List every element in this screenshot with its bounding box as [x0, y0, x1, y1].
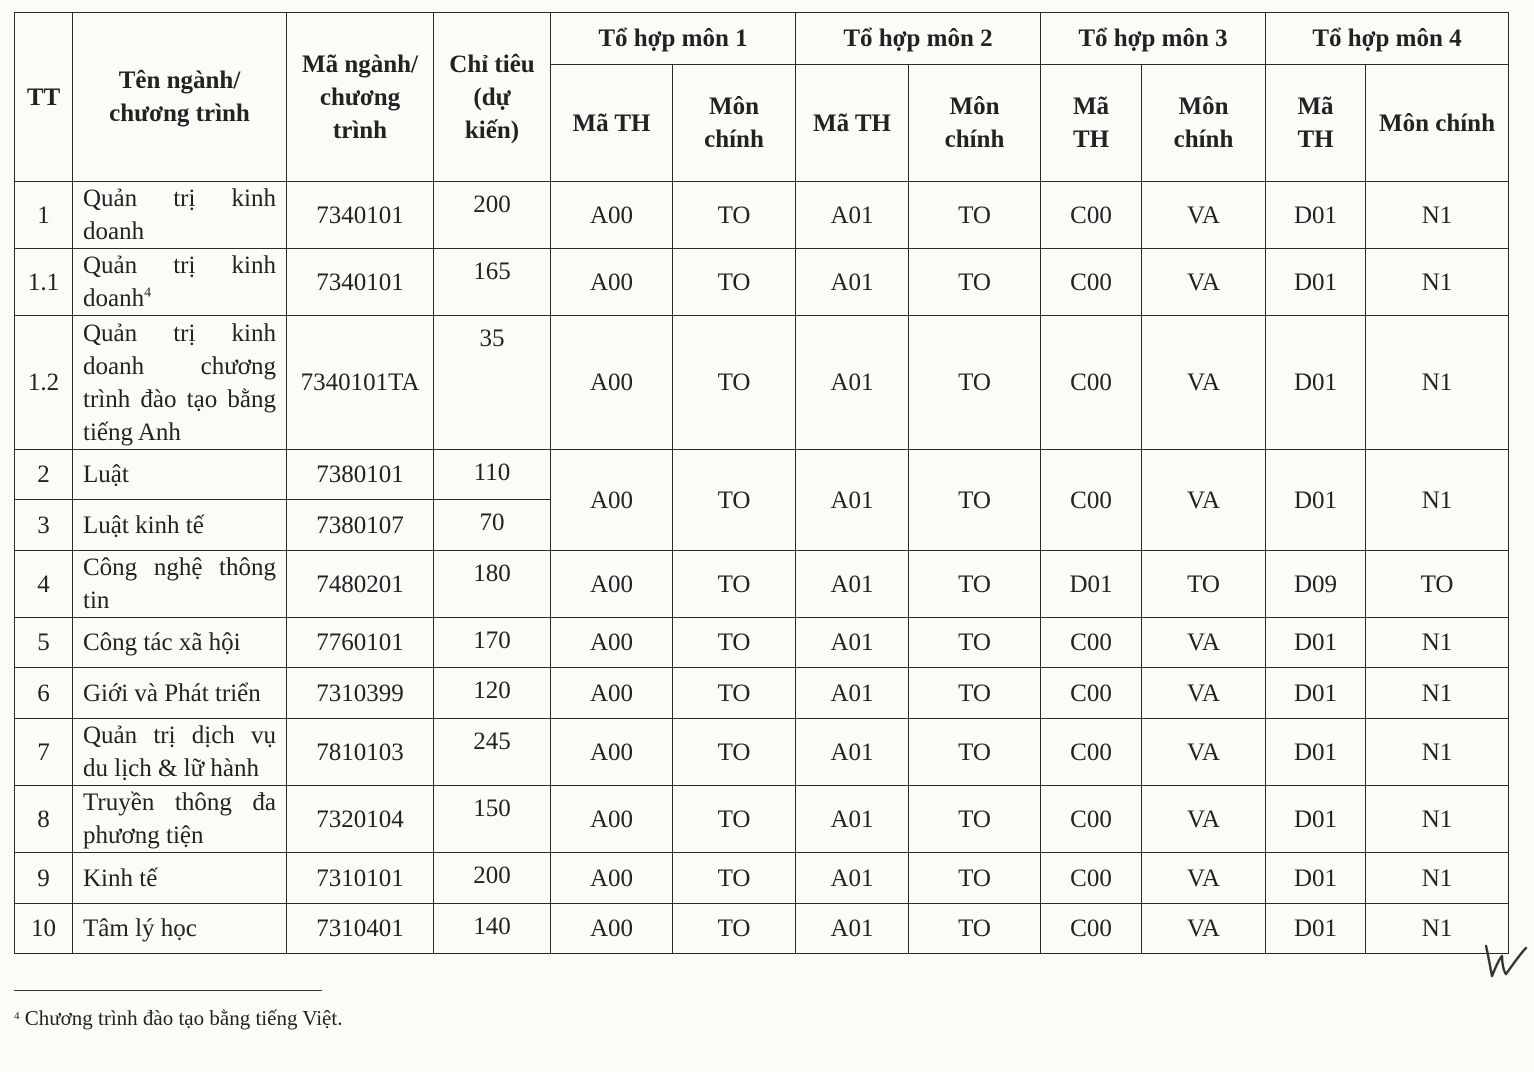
cell-mc4: N1: [1366, 719, 1509, 786]
table-row: [15, 316, 1509, 450]
cell-th1: A00: [551, 182, 673, 249]
cell-mc3: VA: [1142, 719, 1266, 786]
header-chi-tieu: Chỉ tiêu (dự kiến): [434, 13, 551, 182]
header-ma-th-3: Mã TH: [1041, 65, 1142, 182]
cell-mc4: N1: [1366, 316, 1509, 450]
cell-name: Quản trị kinh doanh: [73, 182, 287, 249]
cell-name: Truyền thông đa phương tiện: [73, 786, 287, 853]
cell-name: Công nghệ thông tin: [73, 551, 287, 618]
table-row: [15, 904, 1509, 954]
header-ma-nganh: Mã ngành/ chương trình: [287, 13, 434, 182]
cell-tt: 9: [15, 853, 73, 904]
initial-signature-mark: [1482, 940, 1530, 980]
header-mon-chinh-1: Môn chính: [673, 65, 796, 182]
header-ma-th-4: Mã TH: [1266, 65, 1366, 182]
cell-mc1: TO: [673, 249, 796, 316]
footnote-text: Chương trình đào tạo bằng tiếng Việt.: [24, 1006, 343, 1030]
cell-quota: 35: [434, 316, 551, 450]
cell-th3: C00: [1041, 719, 1142, 786]
cell-th3: C00: [1041, 450, 1142, 551]
cell-th3: C00: [1041, 904, 1142, 954]
cell-quota: 120: [434, 668, 551, 719]
cell-th3: C00: [1041, 249, 1142, 316]
cell-code: 7310399: [287, 668, 434, 719]
cell-mc2: TO: [909, 618, 1041, 668]
cell-th1: A00: [551, 249, 673, 316]
cell-quota: 180: [434, 551, 551, 618]
header-ma-th-1: Mã TH: [551, 65, 673, 182]
cell-name: Kinh tế: [73, 853, 287, 904]
cell-mc4: N1: [1366, 786, 1509, 853]
footnote: [14, 1004, 342, 1032]
table-row: [15, 786, 1509, 853]
cell-tt: 4: [15, 551, 73, 618]
cell-th3: C00: [1041, 853, 1142, 904]
cell-th2: A01: [796, 668, 909, 719]
cell-mc1: TO: [673, 182, 796, 249]
cell-th2: A01: [796, 786, 909, 853]
cell-th3: C00: [1041, 182, 1142, 249]
cell-quota: 165: [434, 249, 551, 316]
cell-quota: 70: [434, 500, 551, 551]
table-row: [15, 450, 1509, 500]
cell-th3: C00: [1041, 668, 1142, 719]
header-to-hop-3: Tổ hợp môn 3: [1041, 13, 1266, 65]
cell-mc2: TO: [909, 316, 1041, 450]
header-to-hop-1: Tổ hợp môn 1: [551, 13, 796, 65]
cell-mc2: TO: [909, 904, 1041, 954]
cell-th4: D01: [1266, 182, 1366, 249]
footnote-marker: 4: [14, 1010, 20, 1022]
cell-th4: D01: [1266, 904, 1366, 954]
cell-tt: 3: [15, 500, 73, 551]
cell-th4: D09: [1266, 551, 1366, 618]
cell-th2: A01: [796, 450, 909, 551]
cell-mc3: VA: [1142, 786, 1266, 853]
cell-th2: A01: [796, 316, 909, 450]
cell-code: 7810103: [287, 719, 434, 786]
header-ten-nganh: Tên ngành/ chương trình: [73, 13, 287, 182]
cell-th1: A00: [551, 853, 673, 904]
cell-mc1: TO: [673, 316, 796, 450]
cell-th4: D01: [1266, 316, 1366, 450]
cell-mc4: N1: [1366, 182, 1509, 249]
cell-mc1: TO: [673, 719, 796, 786]
footnote-separator: [14, 990, 322, 991]
header-tt: TT: [15, 13, 73, 182]
cell-code: 7480201: [287, 551, 434, 618]
cell-name: Tâm lý học: [73, 904, 287, 954]
header-ma-th-2: Mã TH: [796, 65, 909, 182]
header-mon-chinh-4: Môn chính: [1366, 65, 1509, 182]
header-mon-chinh-3: Môn chính: [1142, 65, 1266, 182]
cell-mc2: TO: [909, 853, 1041, 904]
table-row: [15, 719, 1509, 786]
cell-th1: A00: [551, 904, 673, 954]
table-row: [15, 249, 1509, 316]
cell-quota: 245: [434, 719, 551, 786]
cell-mc1: TO: [673, 551, 796, 618]
cell-tt: 10: [15, 904, 73, 954]
cell-mc4: N1: [1366, 618, 1509, 668]
cell-th1: A00: [551, 551, 673, 618]
cell-code: 7380101: [287, 450, 434, 500]
cell-tt: 7: [15, 719, 73, 786]
cell-name: Quản trị kinh doanh$^4$: [73, 249, 287, 316]
cell-tt: 1: [15, 182, 73, 249]
cell-name: Giới và Phát triển: [73, 668, 287, 719]
cell-quota: 200: [434, 853, 551, 904]
cell-th2: A01: [796, 249, 909, 316]
cell-tt: 2: [15, 450, 73, 500]
table-row: [15, 668, 1509, 719]
table-row: [15, 551, 1509, 618]
cell-th2: A01: [796, 182, 909, 249]
cell-mc1: TO: [673, 853, 796, 904]
cell-quota: 140: [434, 904, 551, 954]
cell-tt: 5: [15, 618, 73, 668]
cell-name: Luật kinh tế: [73, 500, 287, 551]
cell-mc2: TO: [909, 786, 1041, 853]
cell-mc4: N1: [1366, 904, 1509, 954]
cell-mc4: N1: [1366, 249, 1509, 316]
cell-th4: D01: [1266, 786, 1366, 853]
cell-mc3: VA: [1142, 249, 1266, 316]
cell-mc4: N1: [1366, 853, 1509, 904]
cell-th4: D01: [1266, 668, 1366, 719]
cell-mc1: TO: [673, 450, 796, 551]
cell-name: Quản trị dịch vụ du lịch & lữ hành: [73, 719, 287, 786]
cell-name: Luật: [73, 450, 287, 500]
cell-name: Quản trị kinh doanh chương trình đào tạo bằng tiếng Anh: [73, 316, 287, 450]
cell-code: 7310101: [287, 853, 434, 904]
cell-mc3: VA: [1142, 668, 1266, 719]
cell-mc3: TO: [1142, 551, 1266, 618]
cell-th4: D01: [1266, 853, 1366, 904]
cell-name: Công tác xã hội: [73, 618, 287, 668]
admission-table: [14, 12, 1509, 954]
cell-th1: A00: [551, 668, 673, 719]
cell-th1: A00: [551, 719, 673, 786]
cell-th1: A00: [551, 786, 673, 853]
cell-th3: C00: [1041, 618, 1142, 668]
cell-th3: C00: [1041, 316, 1142, 450]
cell-th2: A01: [796, 551, 909, 618]
cell-mc3: VA: [1142, 904, 1266, 954]
cell-th2: A01: [796, 719, 909, 786]
footnote-ref: 4: [144, 285, 152, 301]
cell-tt: 1.1: [15, 249, 73, 316]
cell-mc1: TO: [673, 668, 796, 719]
cell-mc1: TO: [673, 786, 796, 853]
cell-th4: D01: [1266, 719, 1366, 786]
cell-th4: D01: [1266, 450, 1366, 551]
cell-th2: A01: [796, 618, 909, 668]
cell-th4: D01: [1266, 618, 1366, 668]
cell-th2: A01: [796, 904, 909, 954]
header-mon-chinh-2: Môn chính: [909, 65, 1041, 182]
table-row: [15, 182, 1509, 249]
cell-mc3: VA: [1142, 450, 1266, 551]
cell-mc2: TO: [909, 182, 1041, 249]
cell-quota: 110: [434, 450, 551, 500]
table-row: [15, 618, 1509, 668]
cell-th1: A00: [551, 450, 673, 551]
cell-mc3: VA: [1142, 316, 1266, 450]
cell-code: 7310401: [287, 904, 434, 954]
cell-quota: 170: [434, 618, 551, 668]
cell-mc4: N1: [1366, 450, 1509, 551]
cell-th1: A00: [551, 618, 673, 668]
cell-mc3: VA: [1142, 618, 1266, 668]
table-row: [15, 853, 1509, 904]
cell-th3: D01: [1041, 551, 1142, 618]
cell-th1: A00: [551, 316, 673, 450]
cell-code: 7340101: [287, 249, 434, 316]
header-to-hop-4: Tổ hợp môn 4: [1266, 13, 1509, 65]
cell-tt: 6: [15, 668, 73, 719]
cell-mc3: VA: [1142, 182, 1266, 249]
cell-tt: 8: [15, 786, 73, 853]
cell-mc1: TO: [673, 904, 796, 954]
cell-mc2: TO: [909, 450, 1041, 551]
cell-code: 7340101: [287, 182, 434, 249]
cell-code: 7340101TA: [287, 316, 434, 450]
cell-quota: 200: [434, 182, 551, 249]
cell-mc2: TO: [909, 551, 1041, 618]
cell-mc2: TO: [909, 719, 1041, 786]
cell-tt: 1.2: [15, 316, 73, 450]
cell-mc4: N1: [1366, 668, 1509, 719]
header-to-hop-2: Tổ hợp môn 2: [796, 13, 1041, 65]
cell-quota: 150: [434, 786, 551, 853]
cell-mc2: TO: [909, 668, 1041, 719]
cell-code: 7380107: [287, 500, 434, 551]
cell-mc4: TO: [1366, 551, 1509, 618]
cell-code: 7320104: [287, 786, 434, 853]
cell-mc3: VA: [1142, 853, 1266, 904]
cell-mc2: TO: [909, 249, 1041, 316]
cell-th4: D01: [1266, 249, 1366, 316]
cell-th3: C00: [1041, 786, 1142, 853]
cell-code: 7760101: [287, 618, 434, 668]
cell-mc1: TO: [673, 618, 796, 668]
cell-th2: A01: [796, 853, 909, 904]
